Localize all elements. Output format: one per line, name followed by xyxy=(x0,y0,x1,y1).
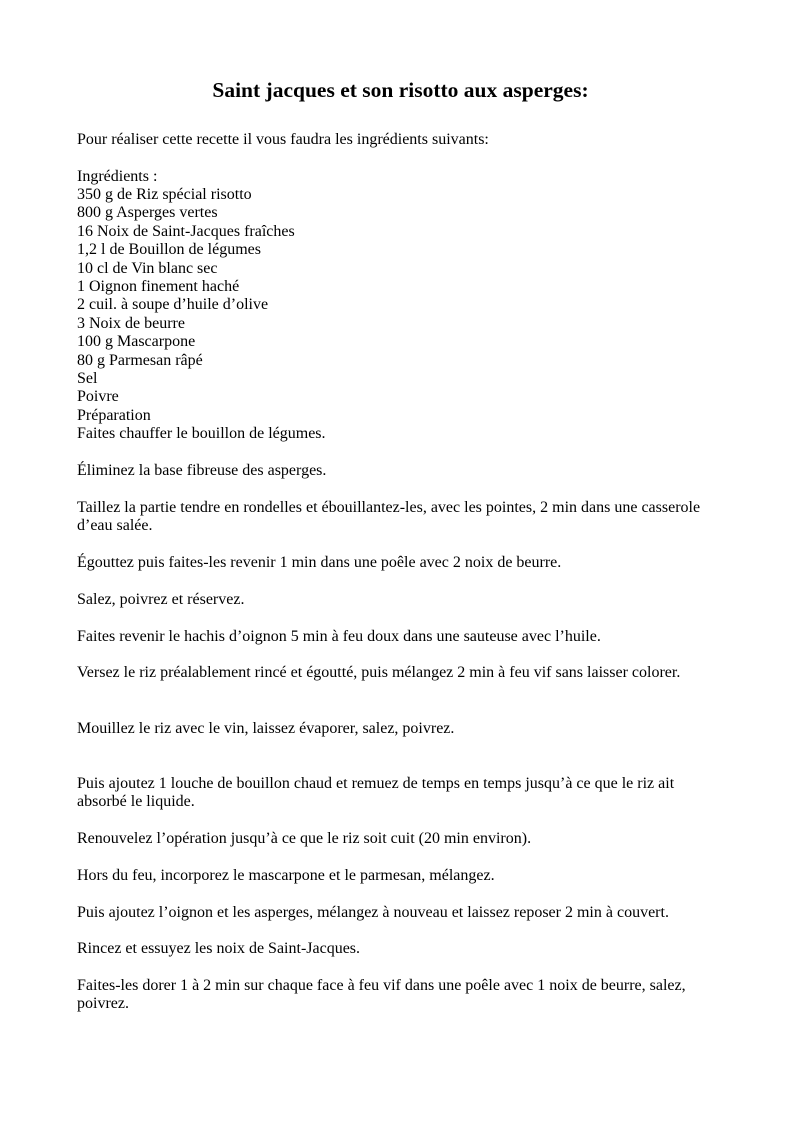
ingredient-item: Poivre xyxy=(77,388,119,406)
preparation-step: Versez le riz préalablement rincé et égoutté, puis mélangez 2 min à feu vif sans laisser colorer. xyxy=(77,664,681,681)
ingredient-item: 100 g Mascarpone xyxy=(77,333,196,351)
preparation-heading: Préparation xyxy=(77,406,151,424)
preparation-step: Puis ajoutez l’oignon et les asperges, mélangez à nouveau et laissez reposer 2 min à couvert. xyxy=(77,904,669,921)
intro-text: Pour réaliser cette recette il vous faudra les ingrédients suivants: xyxy=(77,131,489,148)
preparation-step: Taillez la partie tendre en rondelles et ébouillantez-les, avec les pointes, 2 min dans une casserole d’eau salée. xyxy=(77,499,701,535)
ingredient-item: 16 Noix de Saint-Jacques fraîches xyxy=(77,222,295,240)
ingredients-heading: Ingrédients : xyxy=(77,168,158,185)
preparation-step: Mouillez le riz avec le vin, laissez évaporer, salez, poivrez. xyxy=(77,720,455,737)
ingredient-item: 800 g Asperges vertes xyxy=(77,204,218,222)
preparation-step: Hors du feu, incorporez le mascarpone et le parmesan, mélangez. xyxy=(77,867,495,884)
ingredient-item: 1,2 l de Bouillon de légumes xyxy=(77,241,261,259)
preparation-step: Rincez et essuyez les noix de Saint-Jacques. xyxy=(77,940,361,957)
preparation-step: Faites-les dorer 1 à 2 min sur chaque face à feu vif dans une poêle avec 1 noix de beurre, salez, poivrez. xyxy=(77,977,686,1013)
ingredients-list xyxy=(77,186,326,444)
preparation-step: Puis ajoutez 1 louche de bouillon chaud et remuez de temps en temps jusqu’à ce que le riz ait absorbé le liquide. xyxy=(77,775,675,811)
ingredient-item: 1 Oignon finement haché xyxy=(77,278,240,296)
ingredient-item: 80 g Parmesan râpé xyxy=(77,351,203,369)
ingredient-item: 2 cuil. à soupe d’huile d’olive xyxy=(77,296,269,314)
preparation-step: Renouvelez l’opération jusqu’à ce que le riz soit cuit (20 min environ). xyxy=(77,830,532,847)
preparation-step: Faites revenir le hachis d’oignon 5 min à feu doux dans une sauteuse avec l’huile. xyxy=(77,628,601,645)
recipe-title: Saint jacques et son risotto aux asperges: xyxy=(212,78,589,102)
preparation-step: Éliminez la base fibreuse des asperges. xyxy=(77,462,327,479)
preparation-step: Salez, poivrez et réservez. xyxy=(77,591,245,608)
ingredient-item: 10 cl de Vin blanc sec xyxy=(77,259,218,277)
preparation-step: Égouttez puis faites-les revenir 1 min dans une poêle avec 2 noix de beurre. xyxy=(77,554,562,571)
ingredient-item: Sel xyxy=(77,370,98,388)
ingredient-item: 350 g de Riz spécial risotto xyxy=(77,186,252,203)
preparation-step: Faites chauffer le bouillon de légumes. xyxy=(77,425,326,443)
ingredient-item: 3 Noix de beurre xyxy=(77,314,185,332)
